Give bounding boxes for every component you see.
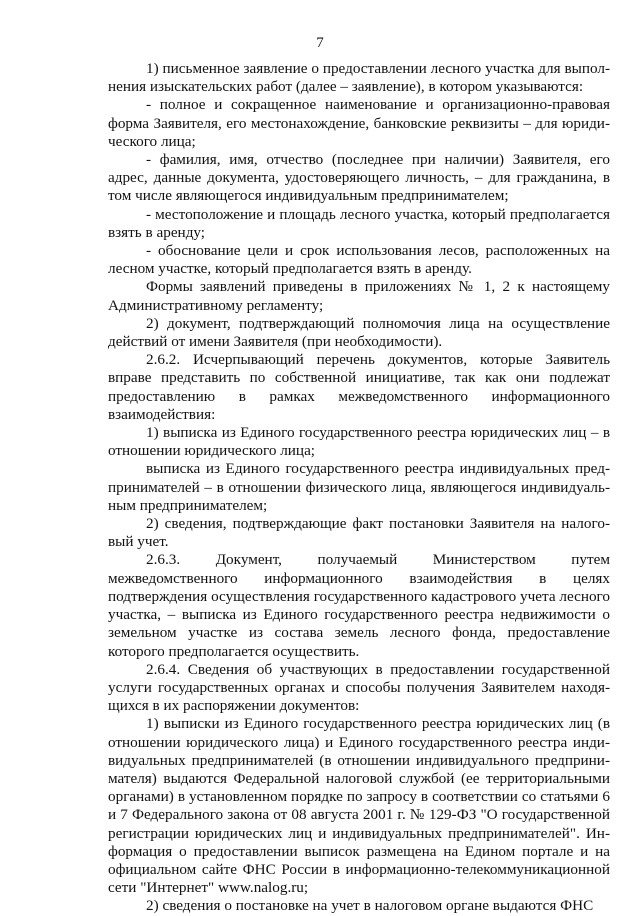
paragraph-purpose-justification: - обоснование цели и срок использования лесов, расположенных на лесном участке, который предполагается взять в аренду. — [108, 242, 610, 278]
paragraph-registry-extracts: 1) выписки из Единого государственного реестра юридических лиц (в отношении юридического лица) и Единого государственного реестра индивидуальных предпринимателей (в отношении индивидуального предпринимателя) выдаются Федеральной налоговой службой (ее территориальными органами) в установленном порядке по запросу в соответствии со статьями 6 и 7 Федерального закона от 08 августа 2001 г. № 129-ФЗ "О государственной регистрации юридических лиц и индивидуальных предпринимателей". Информация о предоставлении выписок размещена на Едином портале и на официальном сайте ФНС России в информационно-телекоммуникационной сети "Интернет" www.nalog.ru; — [108, 715, 610, 897]
paragraph-2-6-2: 2.6.2. Исчерпывающий перечень документов, которые Заявитель вправе представить по собственной инициативе, так как они подлежат предоставлению в рамках межведомственного информационного взаимодействия: — [108, 351, 610, 423]
paragraph-legal-entity-info: - полное и сокращенное наименование и организационно-правовая форма Заявителя, его местонахождение, банковские реквизиты – для юридического лица; — [108, 96, 610, 150]
paragraph-egrul-extract: 1) выписка из Единого государственного реестра юридических лиц – в отношении юридического лица; — [108, 424, 610, 460]
paragraph-2-6-4: 2.6.4. Сведения об участвующих в предоставлении государственной услуги государственных органах и способы получения Заявителем находящихся в их распоряжении документов: — [108, 660, 610, 715]
paragraph-application: 1) письменное заявление о предоставлении лесного участка для выполнения изыскательских работ (далее – заявление), в котором указываются: — [108, 60, 610, 96]
paragraph-tax-registration: 2) сведения, подтверждающие факт постановки Заявителя на налоговый учет. — [108, 515, 610, 551]
paragraph-tax-info-fns: 2) сведения о постановке на учет в налоговом органе выдаются ФНС — [146, 897, 594, 915]
paragraph-egrip-extract: выписка из Единого государственного реестра индивидуальных предпринимателей – в отношении физического лица, являющегося индивидуальным предпринимателем; — [108, 460, 610, 514]
paragraph-plot-location: - местоположение и площадь лесного участка, который предполагается взять в аренду; — [108, 205, 610, 241]
paragraph-forms-appendix: Формы заявлений приведены в приложениях № 1, 2 к настоящему Административному регламенту; — [108, 278, 610, 314]
page-number: 7 — [316, 35, 324, 51]
paragraph-2-6-3: 2.6.3. Документ, получаемый Министерством путем межведомственного информационного взаимодействия в целях подтверждения осуществления государственного кадастрового учета лесного участка, – выписка из Единого государственного реестра недвижимости о земельном участке из состава земель лесного фонда, предоставление которого предполагается осуществить. — [108, 551, 610, 660]
paragraph-authority-document: 2) документ, подтверждающий полномочия лица на осуществление действий от имени Заявителя (при необходимости). — [108, 314, 610, 351]
document-body — [108, 60, 610, 916]
paragraph-citizen-info: - фамилия, имя, отчество (последнее при наличии) Заявителя, его адрес, данные документа, удостоверяющего личность, – для гражданина, в том числе являющегося индивидуальным предпринимателем; — [108, 151, 610, 205]
